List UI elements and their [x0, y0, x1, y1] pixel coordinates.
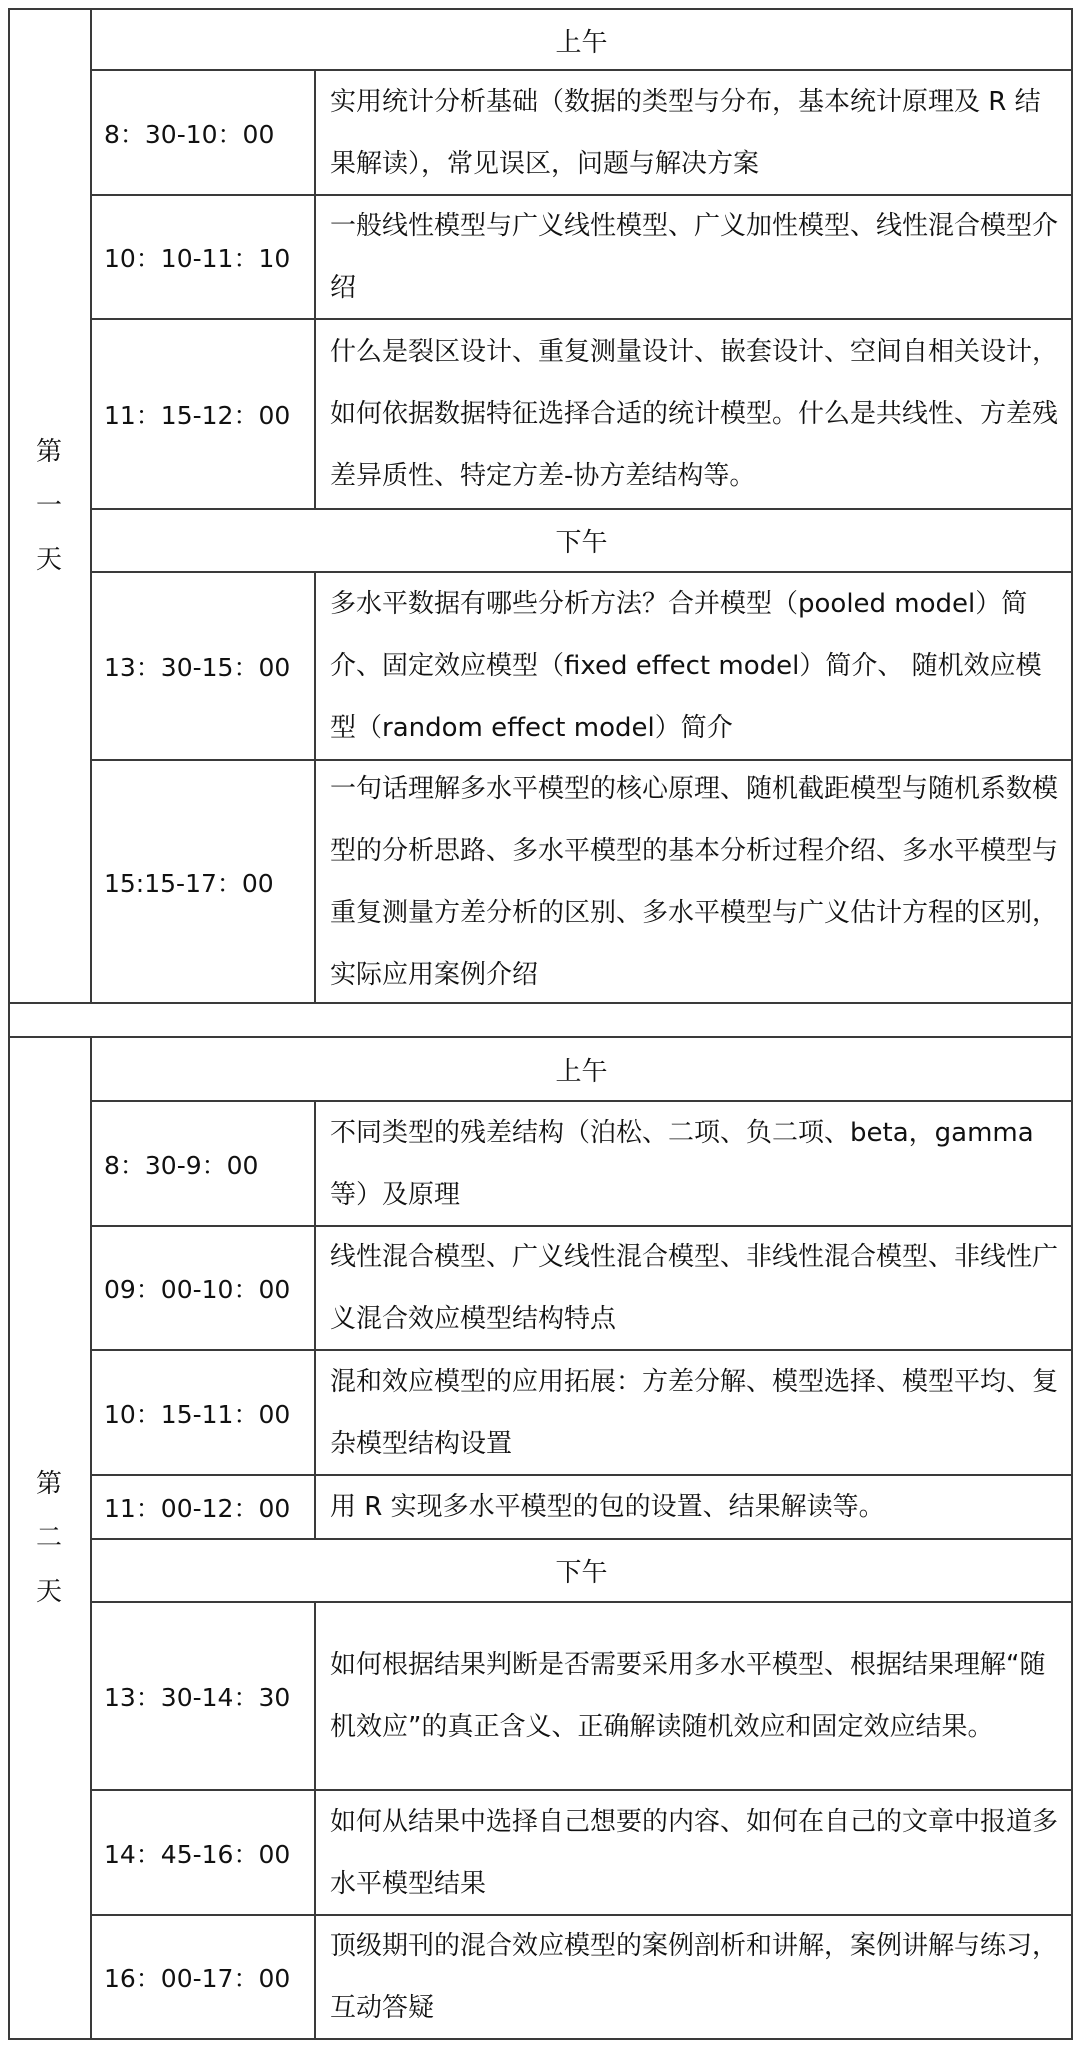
time-slot: 11：00-12：00	[104, 1494, 291, 1523]
table-border	[1071, 8, 1073, 2040]
session-description: 混和效应模型的应用拓展：方差分解、模型选择、模型平均、复杂模型结构设置	[330, 1366, 1059, 1459]
session-description: 一般线性模型与广义线性模型、广义加性模型、线性混合模型介绍	[330, 211, 1059, 303]
session-description: 多水平数据有哪些分析方法？合并模型（pooled model）简介、固定效应模型（fixed effect model）简介、 随机效应模型（random effect model）简介	[330, 589, 1042, 743]
time-slot: 8：30-9：00	[104, 1150, 259, 1180]
time-slot: 10：15-11：00	[104, 1399, 291, 1429]
day-2-label	[8, 1038, 90, 2038]
session-description: 一句话理解多水平模型的核心原理、随机截距模型与随机系数模型的分析思路、多水平模型的基本分析过程介绍、多水平模型与重复测量方差分析的区别、多水平模型与广义估计方程的区别，实际应用案例介绍	[330, 773, 1059, 990]
row-divider	[90, 1349, 1073, 1351]
row-divider	[90, 1789, 1073, 1791]
table-border	[8, 2038, 1073, 2040]
row-divider	[90, 1100, 1073, 1102]
column-divider	[314, 572, 316, 1004]
column-divider	[90, 8, 92, 1004]
session-description: 什么是裂区设计、重复测量设计、嵌套设计、空间自相关设计，如何依据数据特征选择合适的统计模型。什么是共线性、方差残差异质性、特定方差-协方差结构等。	[330, 337, 1059, 491]
row-divider	[90, 194, 1073, 196]
day-1-label-char: 一	[35, 491, 62, 521]
time-slot: 10：10-11：10	[104, 244, 291, 273]
time-slot: 09：00-10：00	[104, 1275, 291, 1304]
day-1-label	[8, 10, 90, 1002]
session-description: 顶级期刊的混合效应模型的案例剖析和讲解，案例讲解与练习，互动答疑	[330, 1930, 1059, 2023]
time-slot: 14：45-16：00	[104, 1839, 291, 1869]
time-slot: 13：30-14：30	[104, 1683, 291, 1712]
time-slot: 15:15-17：00	[104, 868, 274, 898]
session-description: 如何根据结果判断是否需要采用多水平模型、根据结果理解“随机效应”的真正含义、正确解读随机效应和固定效应结果。	[330, 1650, 1046, 1742]
session-description: 如何从结果中选择自己想要的内容、如何在自己的文章中报道多水平模型结果	[330, 1806, 1059, 1899]
row-divider	[8, 1036, 1073, 1038]
session-description: 不同类型的残差结构（泊松、二项、负二项、beta，gamma 等）及原理	[330, 1117, 1034, 1210]
row-divider	[90, 571, 1073, 573]
day-1-label-char: 天	[35, 545, 62, 575]
day-1-label-char: 第	[35, 437, 62, 467]
row-divider	[90, 318, 1073, 320]
day-2-afternoon-header: 下午	[555, 1558, 608, 1588]
row-divider	[90, 1474, 1073, 1476]
table-border	[8, 8, 10, 2040]
session-description: 用 R 实现多水平模型的包的设置、结果解读等。	[330, 1492, 885, 1522]
row-divider	[90, 508, 1073, 510]
time-slot: 8：30-10：00	[104, 119, 275, 149]
row-divider	[8, 1002, 1073, 1004]
table-border	[8, 8, 1073, 10]
row-divider	[90, 759, 1073, 761]
day-1-afternoon-header: 下午	[555, 528, 608, 558]
day-1-morning-header: 上午	[555, 27, 608, 58]
row-divider	[90, 1601, 1073, 1603]
column-divider	[314, 70, 316, 509]
row-divider	[90, 1914, 1073, 1916]
time-slot: 16：00-17：00	[104, 1963, 291, 1993]
row-divider	[90, 1225, 1073, 1227]
session-description: 线性混合模型、广义线性混合模型、非线性混合模型、非线性广义混合效应模型结构特点	[330, 1242, 1059, 1334]
column-divider	[314, 1602, 316, 2040]
time-slot: 13：30-15：00	[104, 653, 291, 682]
row-divider	[90, 1538, 1073, 1540]
row-divider	[90, 69, 1073, 71]
day-2-morning-header: 上午	[555, 1057, 608, 1087]
day-2-label-char: 天	[35, 1577, 62, 1607]
time-slot: 11：15-12：00	[104, 401, 291, 430]
day-2-label-char: 二	[35, 1523, 62, 1553]
session-description: 实用统计分析基础（数据的类型与分布，基本统计原理及 R 结果解读），常见误区，问题与解决方案	[330, 86, 1041, 179]
day-2-label-char: 第	[35, 1469, 62, 1499]
